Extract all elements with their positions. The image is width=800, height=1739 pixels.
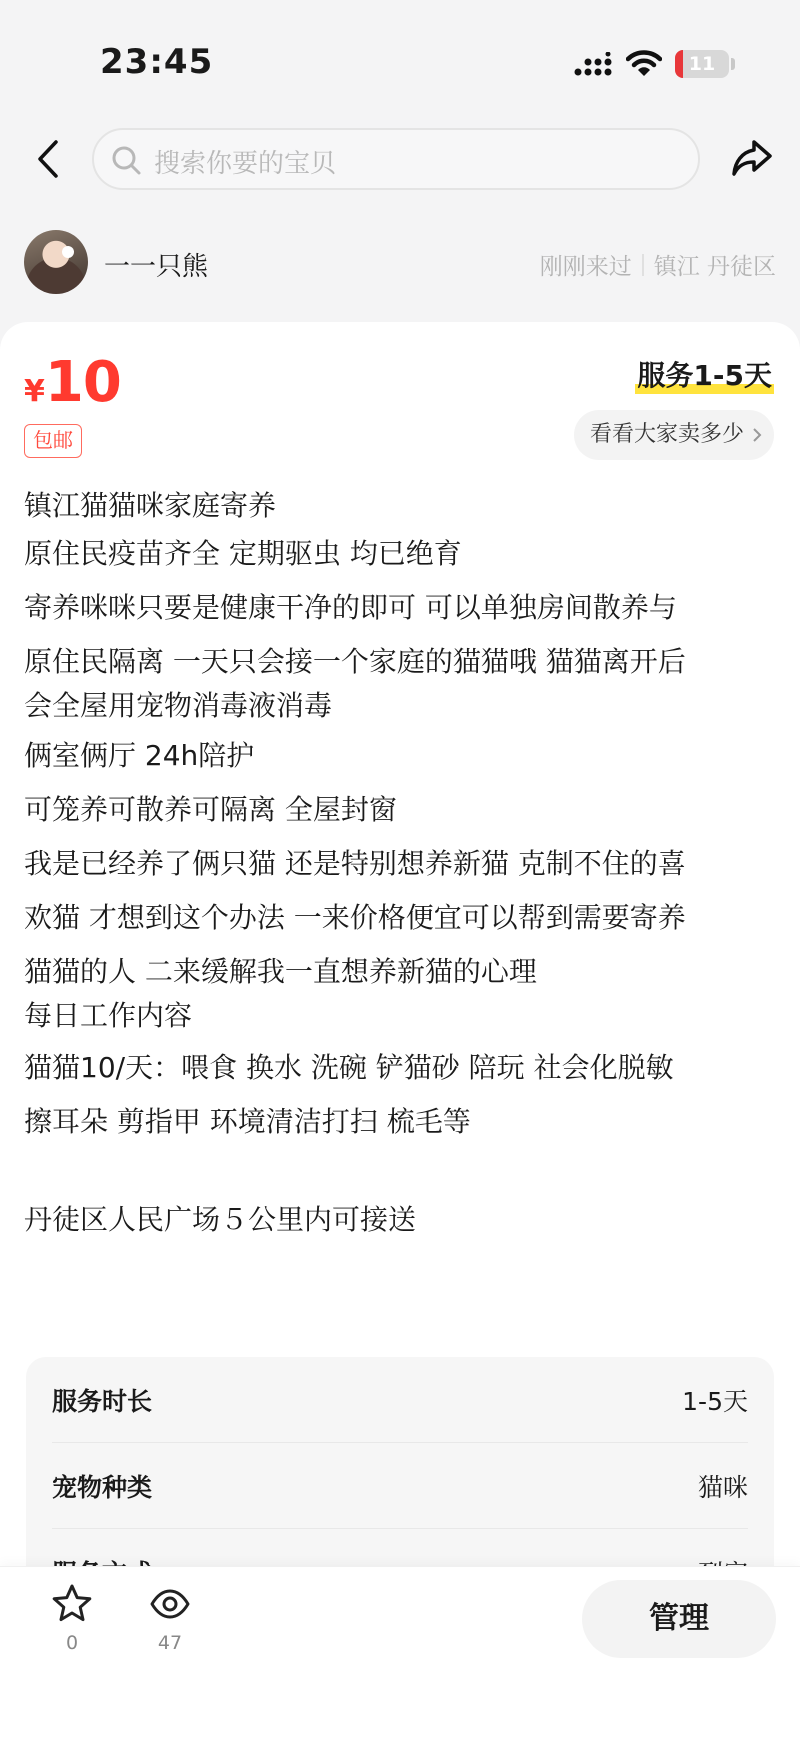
star-icon [50, 1582, 94, 1626]
wifi-icon [626, 48, 662, 78]
battery-icon [675, 50, 729, 78]
description-line: 会全屋用宠物消毒液消毒 [24, 689, 333, 722]
description-line: 俩室俩厅 24h陪护 [24, 739, 255, 772]
free-shipping-badge: 包邮 [24, 424, 82, 458]
favorite-button[interactable] [48, 1582, 96, 1662]
compare-prices-label: 看看大家卖多少 [589, 422, 744, 447]
attribute-row [52, 1443, 748, 1529]
eye-icon [148, 1582, 192, 1626]
attribute-label: 服务时长 [52, 1386, 153, 1416]
search-placeholder: 搜索你要的宝贝 [154, 149, 337, 179]
attribute-value: 1-5天 [682, 1386, 748, 1416]
description-line: 原住民隔离 一天只会接一个家庭的猫猫哦 猫猫离开后 [24, 645, 686, 678]
description-line: 每日工作内容 [24, 999, 193, 1032]
description-line: 欢猫 才想到这个办法 一来价格便宜可以帮到需要寄养 [24, 901, 686, 934]
description-line: 原住民疫苗齐全 定期驱虫 均已绝育 [24, 537, 462, 570]
seller-name[interactable]: 一一只熊 [104, 252, 209, 282]
search-input[interactable] [92, 128, 700, 190]
service-duration-tag: 服务1-5天 [635, 354, 774, 394]
seller-location: 镇江 丹徒区 [653, 254, 776, 280]
price [24, 350, 121, 415]
price-symbol: ¥ [24, 374, 45, 409]
manage-button[interactable]: 管理 [582, 1580, 776, 1658]
search-icon [110, 144, 142, 176]
favorite-count: 0 [65, 1632, 79, 1654]
flower-icon [62, 246, 74, 258]
compare-prices-button[interactable] [574, 410, 774, 460]
view-count: 47 [157, 1632, 183, 1654]
description-line: 寄养咪咪只要是健康干净的即可 可以单独房间散养与 [24, 591, 677, 624]
battery-level: 11 [688, 53, 716, 75]
last-seen: 刚刚来过 [539, 254, 632, 280]
attribute-value: 猫咪 [697, 1472, 748, 1502]
description-line: 猫猫的人 二来缓解我一直想养新猫的心理 [24, 955, 537, 988]
chevron-right-icon [752, 428, 762, 442]
description-line: 丹徒区人民广场５公里内可接送 [24, 1203, 417, 1236]
description-line: 擦耳朵 剪指甲 环境清洁打扫 梳毛等 [24, 1105, 471, 1138]
description-line: 我是已经养了俩只猫 还是特别想养新猫 克制不住的喜 [24, 847, 686, 880]
seller-avatar[interactable] [24, 230, 88, 294]
meta-divider [642, 254, 644, 276]
price-value: 10 [44, 350, 121, 415]
seller-meta [540, 248, 776, 281]
attribute-row [52, 1357, 748, 1443]
description-line: 可笼养可散养可隔离 全屋封窗 [24, 793, 397, 826]
views-indicator [142, 1582, 198, 1662]
status-time: 23:45 [100, 42, 214, 82]
description-line: 镇江猫猫咪家庭寄养 [24, 489, 277, 522]
share-icon[interactable] [728, 134, 776, 182]
status-bar [0, 0, 800, 120]
attribute-label: 宠物种类 [52, 1472, 153, 1502]
back-arrow-icon[interactable] [28, 134, 68, 184]
description-line: 猫猫10/天：喂食 换水 洗碗 铲猫砂 陪玩 社会化脱敏 [24, 1051, 674, 1084]
cellular-signal-icon [574, 52, 614, 78]
